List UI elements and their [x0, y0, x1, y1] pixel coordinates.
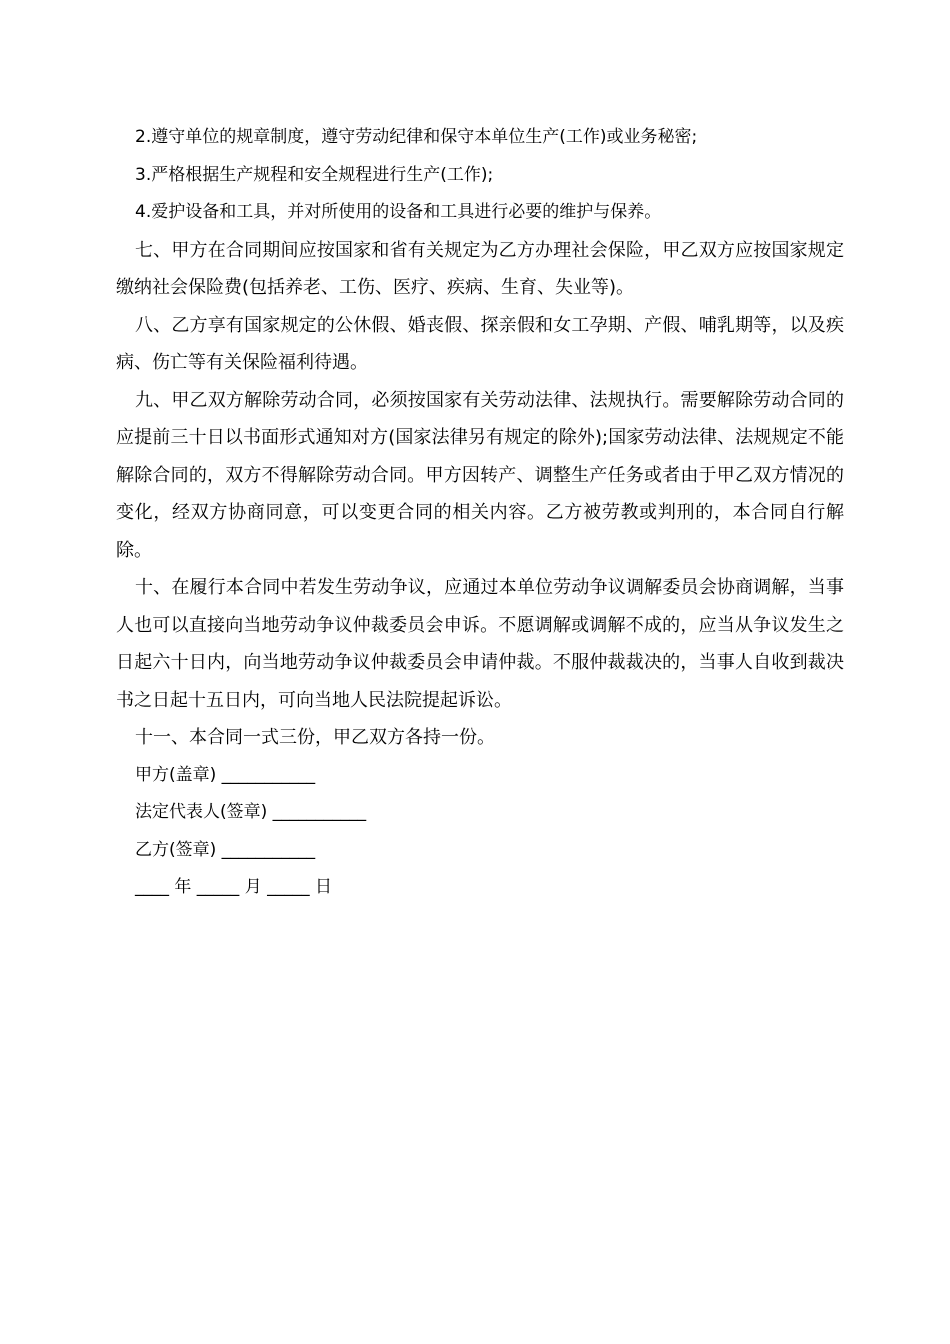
duty-item-3: 3.严格根据生产规程和安全规程进行生产(工作); — [135, 164, 494, 185]
party-b-signature-line: 乙方(签章) ___________ — [135, 839, 316, 860]
clause-11-copies: 十一、本合同一式三份，甲乙双方各持一份。 — [135, 727, 495, 748]
party-a-seal-line: 甲方(盖章) ___________ — [135, 764, 316, 785]
clause-9-termination: 九、甲乙双方解除劳动合同，必须按国家有关劳动法律、法规执行。需要解除劳动合同的应提前三十日以书面形式通知对方(国家法律另有规定的除外);国家劳动法律、法规规定不能解除合同的，双方不得解除劳动合同。甲方因转产、调整生产任务或者由于甲乙双方情况的变化，经双方协商同意，可以变更合同的相关内容。乙方被劳教或判刑的，本合同自行解除。 — [116, 389, 844, 561]
clause-10-disputes: 十、在履行本合同中若发生劳动争议，应通过本单位劳动争议调解委员会协商调解，当事人也可以直接向当地劳动争议仲裁委员会申诉。不愿调解或调解不成的，应当从争议发生之日起六十日内，向当地劳动争议仲裁委员会申请仲裁。不服仲裁裁决的，当事人自收到裁决书之日起十五日内，可向当地人民法院提起诉讼。 — [116, 577, 844, 711]
legal-representative-signature-line: 法定代表人(签章) ___________ — [135, 802, 367, 822]
clause-8-leave-benefits: 八、乙方享有国家规定的公休假、婚丧假、探亲假和女工孕期、产假、哺乳期等，以及疾病、伤亡等有关保险福利待遇。 — [116, 314, 844, 373]
date-line: ____ 年 _____ 月 _____ 日 — [135, 877, 333, 897]
duty-item-2: 2.遵守单位的规章制度，遵守劳动纪律和保守本单位生产(工作)或业务秘密; — [135, 127, 698, 147]
contract-page — [116, 119, 844, 907]
clause-7-social-insurance: 七、甲方在合同期间应按国家和省有关规定为乙方办理社会保险，甲乙双方应按国家规定缴纳社会保险费(包括养老、工伤、医疗、疾病、生育、失业等)。 — [116, 239, 844, 298]
duty-item-4: 4.爱护设备和工具，并对所使用的设备和工具进行必要的维护与保养。 — [135, 202, 662, 222]
